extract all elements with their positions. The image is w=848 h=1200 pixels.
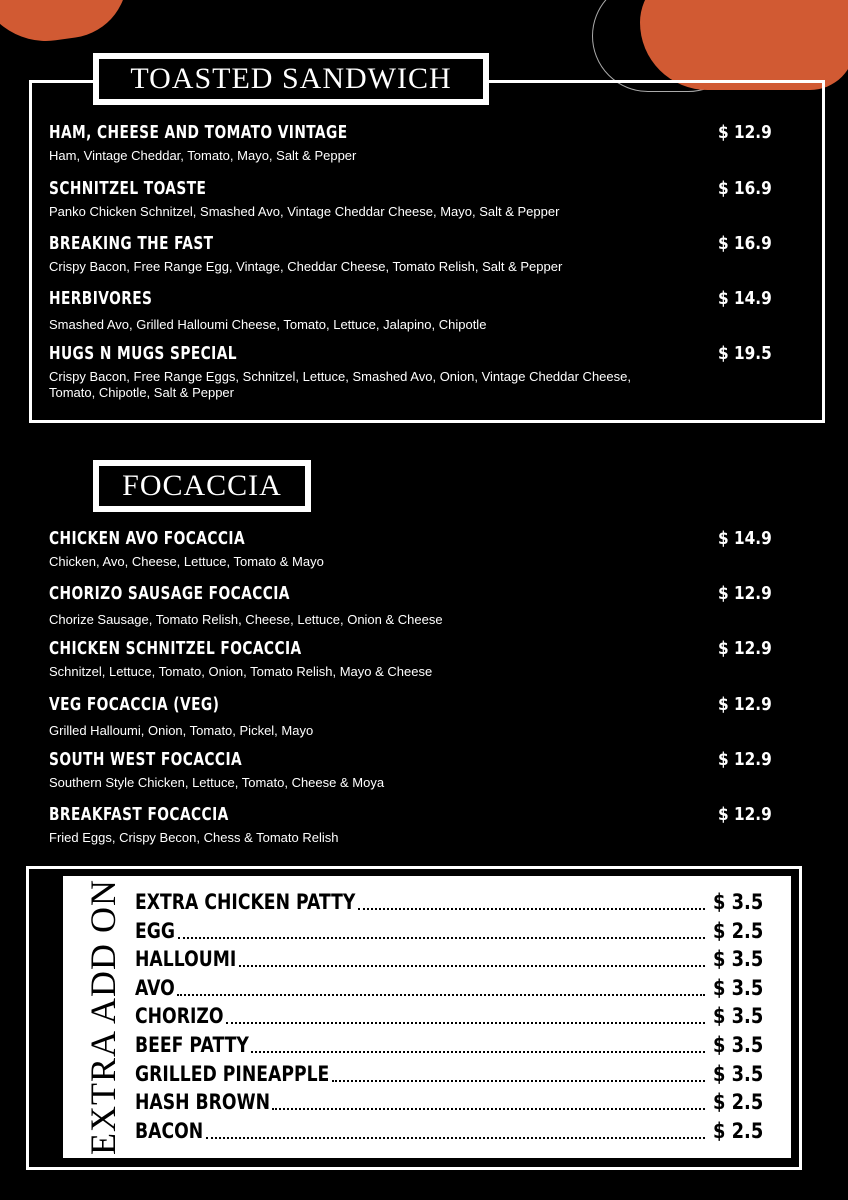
item-price: $ 12.9 (718, 583, 772, 604)
item-price: $ 12.9 (718, 122, 772, 143)
menu-item (49, 343, 669, 401)
item-price: $ 12.9 (718, 694, 772, 715)
addon-name: EGG (135, 918, 176, 943)
dot-leader (251, 1051, 705, 1053)
addon-row (135, 1059, 775, 1088)
dot-leader (272, 1108, 705, 1110)
item-price: $ 16.9 (718, 178, 772, 199)
addon-price: $ 2.5 (713, 1118, 764, 1143)
focaccia-title: FOCACCIA (97, 464, 307, 508)
sandwich-title: TOASTED SANDWICH (97, 57, 485, 101)
item-description: Ham, Vintage Cheddar, Tomato, Mayo, Salt & Pepper (49, 148, 357, 163)
item-name: CHORIZO SAUSAGE FOCACCIA (49, 583, 290, 604)
item-description: Smashed Avo, Grilled Halloumi Cheese, Tomato, Lettuce, Jalapino, Chipotle (49, 317, 487, 332)
addon-price: $ 2.5 (713, 1089, 764, 1114)
addon-price: $ 3.5 (713, 1061, 764, 1086)
addon-name: GRILLED PINEAPPLE (135, 1061, 330, 1086)
item-description: Schnitzel, Lettuce, Tomato, Onion, Tomato Relish, Mayo & Cheese (49, 664, 433, 679)
item-description: Fried Eggs, Crispy Becon, Chess & Tomato Relish (49, 830, 339, 845)
addon-row (135, 916, 775, 945)
addon-price: $ 2.5 (713, 918, 764, 943)
addon-name: HALLOUMI (135, 946, 237, 971)
addon-row (135, 887, 775, 916)
addon-row (135, 1030, 775, 1059)
item-description: Crispy Bacon, Free Range Eggs, Schnitzel, Lettuce, Smashed Avo, Onion, Vintage Cheddar Cheese, Tomato, Chipotle, Salt & Pepper (49, 369, 631, 400)
item-price: $ 12.9 (718, 804, 772, 825)
addon-name: BACON (135, 1118, 204, 1143)
menu-item (49, 122, 669, 164)
menu-item (49, 528, 669, 570)
item-name: VEG FOCACCIA (VEG) (49, 694, 220, 715)
focaccia-title-tag (93, 460, 311, 512)
item-price: $ 14.9 (718, 528, 772, 549)
item-name: HUGS N MUGS SPECIAL (49, 343, 238, 364)
dot-leader (239, 965, 705, 967)
addon-row (135, 944, 775, 973)
dot-leader (226, 1022, 705, 1024)
item-name: SOUTH WEST FOCACCIA (49, 749, 243, 770)
menu-item (49, 178, 669, 220)
dot-leader (358, 908, 705, 910)
dot-leader (177, 994, 705, 996)
addon-row (135, 1001, 775, 1030)
item-description: Chorize Sausage, Tomato Relish, Cheese, Lettuce, Onion & Cheese (49, 612, 443, 627)
addon-name: CHORIZO (135, 1003, 224, 1028)
item-price: $ 12.9 (718, 749, 772, 770)
item-name: HAM, CHEESE AND TOMATO VINTAGE (49, 122, 348, 143)
addon-price: $ 3.5 (713, 946, 764, 971)
addon-price: $ 3.5 (713, 975, 764, 1000)
menu-item (49, 694, 669, 739)
item-price: $ 19.5 (718, 343, 772, 364)
menu-item (49, 638, 669, 680)
addon-name: BEEF PATTY (135, 1032, 249, 1057)
item-price: $ 14.9 (718, 288, 772, 309)
item-description: Southern Style Chicken, Lettuce, Tomato, Cheese & Moya (49, 775, 385, 790)
dot-leader (206, 1137, 705, 1139)
item-name: BREAKFAST FOCACCIA (49, 804, 229, 825)
item-description: Grilled Halloumi, Onion, Tomato, Pickel, Mayo (49, 723, 314, 738)
item-description: Chicken, Avo, Cheese, Lettuce, Tomato & Mayo (49, 554, 324, 569)
addon-name: HASH BROWN (135, 1089, 270, 1114)
addon-row (135, 1116, 775, 1145)
item-price: $ 16.9 (718, 233, 772, 254)
dot-leader (178, 937, 705, 939)
addon-row (135, 1087, 775, 1116)
addon-price: $ 3.5 (713, 1032, 764, 1057)
item-price: $ 12.9 (718, 638, 772, 659)
item-name: CHICKEN AVO FOCACCIA (49, 528, 246, 549)
addon-row (135, 973, 775, 1002)
addon-name: AVO (135, 975, 175, 1000)
item-description: Crispy Bacon, Free Range Egg, Vintage, Cheddar Cheese, Tomato Relish, Salt & Pepper (49, 259, 563, 274)
menu-item (49, 233, 669, 275)
menu-item (49, 583, 669, 628)
item-name: HERBIVORES (49, 288, 153, 309)
item-description: Panko Chicken Schnitzel, Smashed Avo, Vintage Cheddar Cheese, Mayo, Salt & Pepper (49, 204, 560, 219)
item-name: SCHNITZEL TOASTE (49, 178, 207, 199)
addon-price: $ 3.5 (713, 1003, 764, 1028)
addon-title-box (63, 876, 143, 1158)
addon-name: EXTRA CHICKEN PATTY (135, 889, 356, 914)
sandwich-title-tag (93, 53, 489, 105)
menu-item (49, 288, 669, 333)
addon-title: EXTRA ADD ON (83, 878, 124, 1156)
menu-item (49, 804, 669, 846)
dot-leader (332, 1080, 705, 1082)
addon-price: $ 3.5 (713, 889, 764, 914)
menu-item (49, 749, 669, 791)
item-name: CHICKEN SCHNITZEL FOCACCIA (49, 638, 302, 659)
item-name: BREAKING THE FAST (49, 233, 214, 254)
decorative-blob-right (640, 0, 848, 90)
decorative-blob-left (0, 0, 135, 50)
